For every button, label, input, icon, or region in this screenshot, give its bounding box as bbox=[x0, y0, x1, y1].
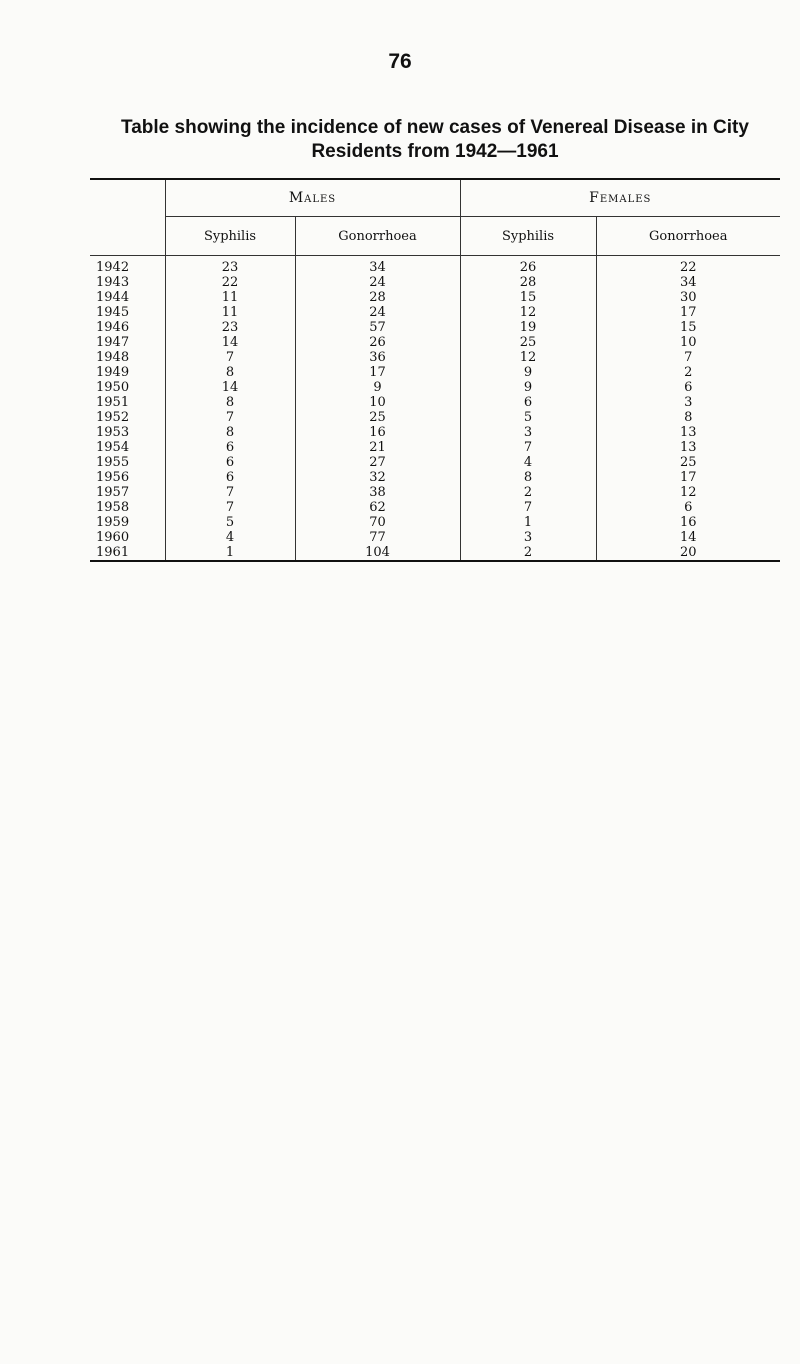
males-gonorrhoea-cell: 36 bbox=[295, 350, 460, 365]
year-cell: 1942 bbox=[96, 260, 130, 275]
males-gonorrhoea-cell: 32 bbox=[295, 470, 460, 485]
males-gonorrhoea-cell: 9 bbox=[295, 380, 460, 395]
females-gonorrhoea-cell: 17 bbox=[596, 305, 780, 320]
females-gonorrhoea-cell: 3 bbox=[596, 395, 780, 410]
table-row bbox=[90, 275, 780, 290]
table-row bbox=[90, 305, 780, 320]
table-row bbox=[90, 350, 780, 365]
males-syphilis-cell: 23 bbox=[165, 320, 295, 335]
females-gonorrhoea-cell: 6 bbox=[596, 380, 780, 395]
males-syphilis-cell: 8 bbox=[165, 395, 295, 410]
males-syphilis-cell: 7 bbox=[165, 485, 295, 500]
males-gonorrhoea-cell: 70 bbox=[295, 515, 460, 530]
males-syphilis-cell: 6 bbox=[165, 470, 295, 485]
males-syphilis-cell: 8 bbox=[165, 425, 295, 440]
table-row bbox=[90, 455, 780, 470]
females-gonorrhoea-cell: 7 bbox=[596, 350, 780, 365]
males-syphilis-cell: 4 bbox=[165, 530, 295, 545]
males-syphilis-cell: 14 bbox=[165, 380, 295, 395]
females-gonorrhoea-cell: 8 bbox=[596, 410, 780, 425]
females-gonorrhoea-cell: 15 bbox=[596, 320, 780, 335]
females-syphilis-cell: 3 bbox=[460, 530, 596, 545]
table-row bbox=[90, 256, 780, 276]
year-cell: 1954 bbox=[96, 440, 130, 455]
females-gonorrhoea-cell: 2 bbox=[596, 365, 780, 380]
males-gonorrhoea-cell: 25 bbox=[295, 410, 460, 425]
table-row bbox=[90, 365, 780, 380]
females-gonorrhoea-cell: 16 bbox=[596, 515, 780, 530]
females-gonorrhoea-cell: 13 bbox=[596, 425, 780, 440]
year-cell: 1961 bbox=[90, 545, 165, 561]
year-cell: 1946 bbox=[96, 320, 130, 335]
year-cell: 1953 bbox=[96, 425, 130, 440]
males-syphilis-cell: 6 bbox=[165, 455, 295, 470]
table-row bbox=[90, 380, 780, 395]
females-syphilis-cell: 9 bbox=[460, 365, 596, 380]
page-number: 76 bbox=[388, 50, 412, 73]
year-cell: 1959 bbox=[96, 515, 130, 530]
females-syphilis-cell: 12 bbox=[460, 305, 596, 320]
females-syphilis-cell: 9 bbox=[460, 380, 596, 395]
year-cell: 1951 bbox=[96, 395, 130, 410]
year-cell: 1960 bbox=[96, 530, 130, 545]
table-row bbox=[90, 410, 780, 425]
males-gonorrhoea-cell: 10 bbox=[295, 395, 460, 410]
table-title bbox=[90, 116, 780, 164]
year-cell: 1945 bbox=[96, 305, 130, 320]
females-syphilis-cell: 3 bbox=[460, 425, 596, 440]
year-cell: 1958 bbox=[96, 500, 130, 515]
year-cell: 1949 bbox=[96, 365, 130, 380]
females-syphilis-cell: 28 bbox=[460, 275, 596, 290]
females-gonorrhoea-cell: 20 bbox=[596, 545, 780, 561]
females-gonorrhoea-cell: 22 bbox=[596, 256, 780, 276]
males-gonorrhoea-cell: 57 bbox=[295, 320, 460, 335]
females-syphilis-cell: 19 bbox=[460, 320, 596, 335]
year-cell: 1947 bbox=[96, 335, 130, 350]
males-gonorrhoea-cell: 17 bbox=[295, 365, 460, 380]
males-gonorrhoea-cell: 34 bbox=[295, 256, 460, 276]
females-syphilis-cell: 2 bbox=[460, 545, 596, 561]
females-syphilis-cell: 25 bbox=[460, 335, 596, 350]
males-gonorrhoea-cell: 38 bbox=[295, 485, 460, 500]
males-syphilis-cell: 8 bbox=[165, 365, 295, 380]
males-gonorrhoea-cell: 104 bbox=[295, 545, 460, 561]
table-row bbox=[90, 395, 780, 410]
females-gonorrhoea-cell: 13 bbox=[596, 440, 780, 455]
females-syphilis-header: Syphilis bbox=[460, 217, 596, 256]
females-syphilis-cell: 12 bbox=[460, 350, 596, 365]
males-syphilis-cell: 11 bbox=[165, 305, 295, 320]
table-title-line-1: Table showing the incidence of new cases of Venereal Disease in City bbox=[121, 117, 749, 138]
females-gonorrhoea-cell: 25 bbox=[596, 455, 780, 470]
females-syphilis-cell: 8 bbox=[460, 470, 596, 485]
males-gonorrhoea-cell: 21 bbox=[295, 440, 460, 455]
females-syphilis-cell: 2 bbox=[460, 485, 596, 500]
females-gonorrhoea-cell: 34 bbox=[596, 275, 780, 290]
females-syphilis-cell: 6 bbox=[460, 395, 596, 410]
males-syphilis-header: Syphilis bbox=[165, 217, 295, 256]
year-subheader-blank bbox=[90, 217, 165, 256]
table-row bbox=[90, 440, 780, 455]
females-header: Females bbox=[460, 180, 780, 217]
females-syphilis-cell: 5 bbox=[460, 410, 596, 425]
table-row bbox=[90, 485, 780, 500]
table-row bbox=[90, 530, 780, 545]
males-gonorrhoea-cell: 27 bbox=[295, 455, 460, 470]
males-syphilis-cell: 1 bbox=[165, 545, 295, 561]
females-gonorrhoea-cell: 14 bbox=[596, 530, 780, 545]
males-syphilis-cell: 22 bbox=[165, 275, 295, 290]
table-row bbox=[90, 425, 780, 440]
year-cell: 1944 bbox=[96, 290, 130, 305]
males-header: Males bbox=[165, 180, 460, 217]
males-syphilis-cell: 11 bbox=[165, 290, 295, 305]
table-row bbox=[90, 500, 780, 515]
females-gonorrhoea-cell: 17 bbox=[596, 470, 780, 485]
males-gonorrhoea-cell: 26 bbox=[295, 335, 460, 350]
table-row bbox=[90, 335, 780, 350]
females-gonorrhoea-cell: 30 bbox=[596, 290, 780, 305]
males-gonorrhoea-cell: 24 bbox=[295, 305, 460, 320]
males-syphilis-cell: 7 bbox=[165, 350, 295, 365]
year-cell: 1952 bbox=[96, 410, 130, 425]
table-row bbox=[90, 470, 780, 485]
table-row bbox=[90, 545, 780, 561]
males-syphilis-cell: 6 bbox=[165, 440, 295, 455]
year-cell: 1957 bbox=[96, 485, 130, 500]
males-syphilis-cell: 5 bbox=[165, 515, 295, 530]
vd-incidence-table bbox=[90, 178, 780, 562]
year-cell: 1948 bbox=[96, 350, 130, 365]
females-gonorrhoea-cell: 10 bbox=[596, 335, 780, 350]
females-gonorrhoea-cell: 6 bbox=[596, 500, 780, 515]
males-syphilis-cell: 7 bbox=[165, 500, 295, 515]
females-gonorrhoea-cell: 12 bbox=[596, 485, 780, 500]
males-gonorrhoea-cell: 28 bbox=[295, 290, 460, 305]
table-row bbox=[90, 290, 780, 305]
males-syphilis-cell: 23 bbox=[165, 256, 295, 276]
table-title-line-2: Residents from 1942—1961 bbox=[311, 141, 559, 162]
males-gonorrhoea-cell: 77 bbox=[295, 530, 460, 545]
females-syphilis-cell: 4 bbox=[460, 455, 596, 470]
table-row bbox=[90, 515, 780, 530]
table-row bbox=[90, 320, 780, 335]
year-cell: 1955 bbox=[96, 455, 130, 470]
females-syphilis-cell: 7 bbox=[460, 500, 596, 515]
year-cell: 1956 bbox=[96, 470, 130, 485]
females-syphilis-cell: 1 bbox=[460, 515, 596, 530]
males-syphilis-cell: 14 bbox=[165, 335, 295, 350]
year-header-blank bbox=[90, 180, 165, 217]
males-gonorrhoea-cell: 62 bbox=[295, 500, 460, 515]
females-syphilis-cell: 26 bbox=[460, 256, 596, 276]
year-cell: 1950 bbox=[96, 380, 130, 395]
males-gonorrhoea-cell: 16 bbox=[295, 425, 460, 440]
males-syphilis-cell: 7 bbox=[165, 410, 295, 425]
males-gonorrhoea-cell: 24 bbox=[295, 275, 460, 290]
females-syphilis-cell: 7 bbox=[460, 440, 596, 455]
year-cell: 1943 bbox=[96, 275, 130, 290]
females-syphilis-cell: 15 bbox=[460, 290, 596, 305]
males-gonorrhoea-header: Gonorrhoea bbox=[295, 217, 460, 256]
females-gonorrhoea-header: Gonorrhoea bbox=[596, 217, 780, 256]
